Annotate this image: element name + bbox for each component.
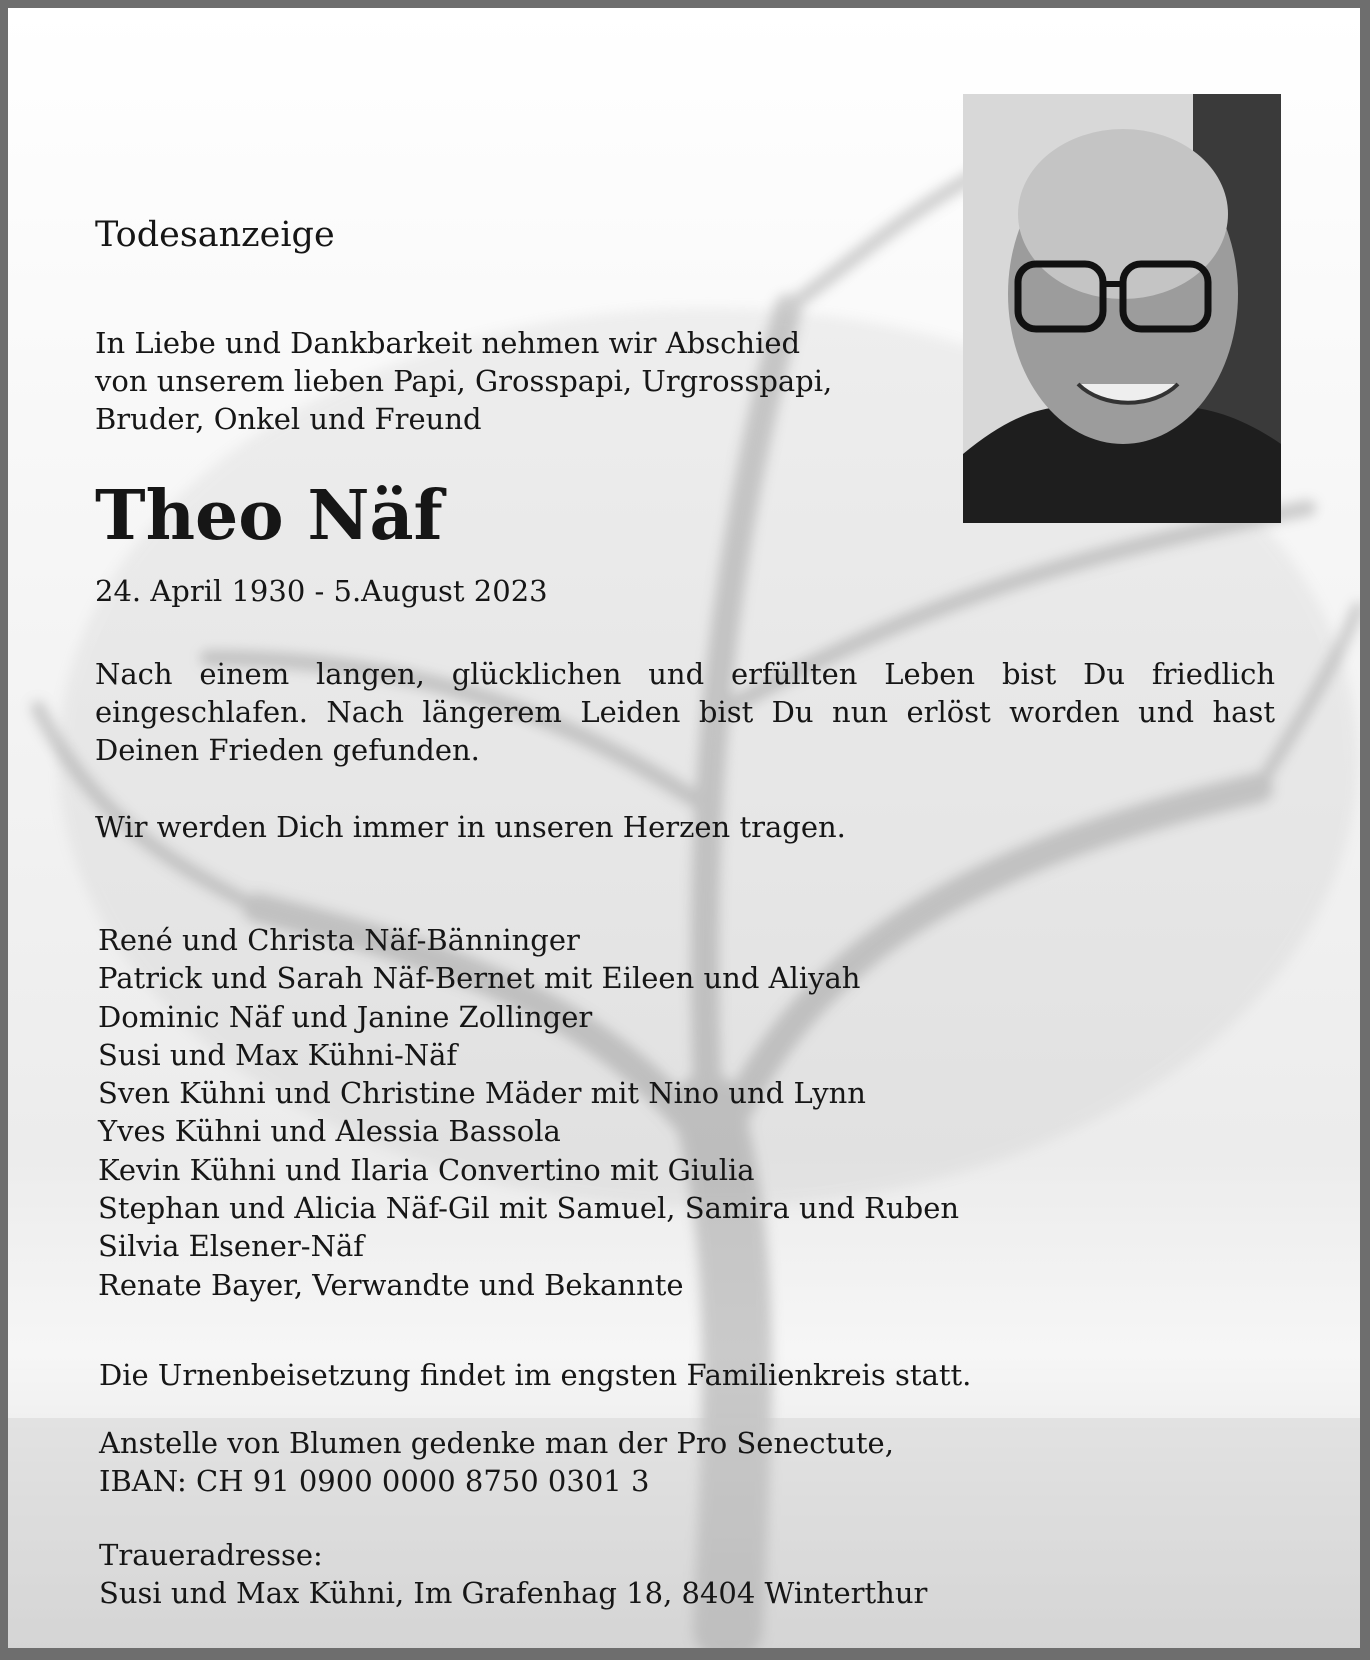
portrait-photo (963, 94, 1281, 523)
family-member: Susi und Max Kühni-Näf (98, 1037, 458, 1072)
family-list (98, 921, 959, 1304)
intro-line: Bruder, Onkel und Freund (95, 402, 482, 436)
mourning-address (99, 1536, 927, 1612)
family-member: René und Christa Näf-Bänninger (98, 923, 580, 957)
memorial-paragraph: Nach einem langen, glücklichen und erfüllten Leben bist Du friedlich eingeschlafen. Nach längerem Leiden bist Du nun erlöst worden und hast Deinen Frieden gefunden. (95, 657, 1275, 767)
donation-note (99, 1424, 894, 1500)
intro-line: In Liebe und Dankbarkeit nehmen wir Abschied (95, 326, 801, 360)
family-member: Silvia Elsener-Näf (98, 1229, 364, 1264)
notice-heading: Todesanzeige (95, 215, 335, 255)
iban-line: IBAN: CH 91 0900 0000 8750 0301 3 (99, 1464, 650, 1498)
closing-line: Wir werden Dich immer in unseren Herzen tragen. (95, 810, 846, 844)
family-member: Kevin Kühni und Ilaria Convertino mit Giulia (98, 1152, 755, 1187)
family-member: Renate Bayer, Verwandte und Bekannte (98, 1267, 684, 1302)
donation-line: Anstelle von Blumen gedenke man der Pro Senectute, (99, 1426, 894, 1460)
family-member: Yves Kühni und Alessia Bassola (98, 1114, 561, 1149)
intro-text (95, 324, 832, 438)
family-member: Sven Kühni und Christine Mäder mit Nino und Lynn (98, 1076, 866, 1111)
obituary-card (8, 8, 1360, 1648)
life-dates: 24. April 1930 - 5.August 2023 (95, 574, 548, 608)
family-member: Patrick und Sarah Näf-Bernet mit Eileen und Aliyah (98, 961, 861, 996)
family-member: Dominic Näf und Janine Zollinger (98, 999, 593, 1034)
family-member: Stephan und Alicia Näf-Gil mit Samuel, Samira und Ruben (98, 1191, 960, 1226)
deceased-name: Theo Näf (95, 476, 443, 556)
intro-line: von unserem lieben Papi, Grosspapi, Urgrosspapi, (95, 364, 833, 398)
address-label: Traueradresse: (99, 1538, 323, 1572)
address-value: Susi und Max Kühni, Im Grafenhag 18, 8404 Winterthur (99, 1576, 928, 1610)
burial-note: Die Urnenbeisetzung findet im engsten Familienkreis statt. (99, 1358, 972, 1392)
